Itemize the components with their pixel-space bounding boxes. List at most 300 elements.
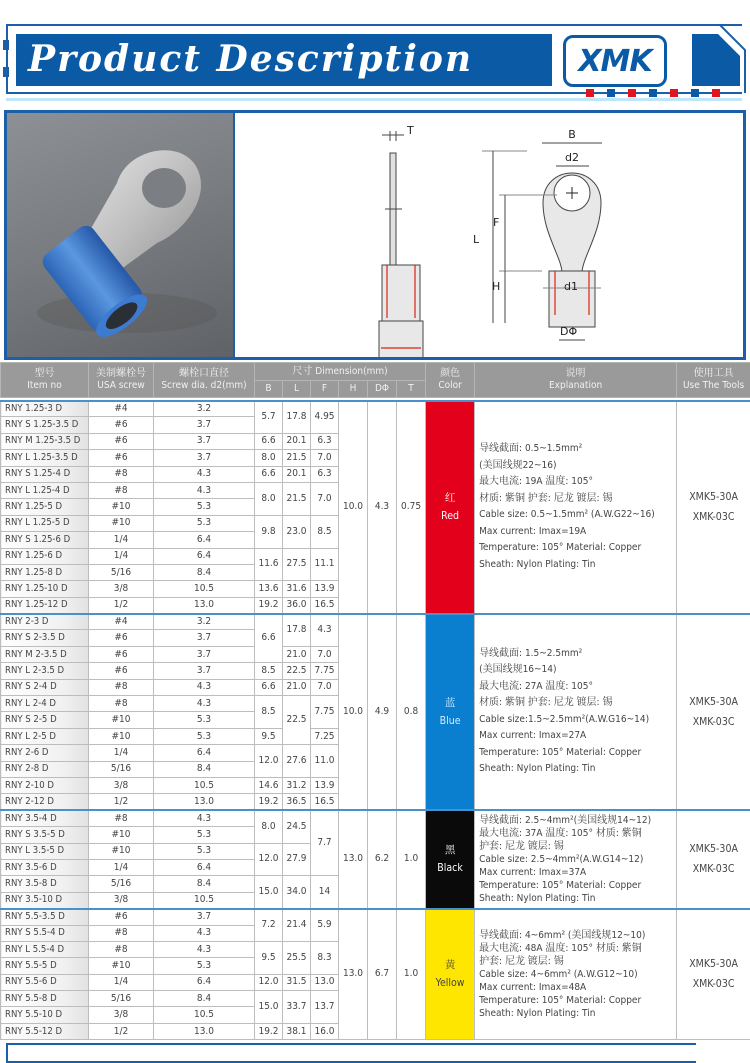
item-no: RNY 2-6 D: [1, 745, 89, 761]
item-no: RNY 2-12 D: [1, 794, 89, 810]
explanation-line: 护套: 尼龙 镀层: 锡: [479, 955, 676, 968]
item-no: RNY L 5.5-4 D: [1, 941, 89, 957]
item-no: RNY S 2-5 D: [1, 712, 89, 728]
usa-screw: 3/8: [89, 777, 154, 793]
dim-B: 8.5: [255, 696, 283, 729]
screw-dia: 3.7: [154, 909, 255, 925]
header-expl-cn: 说明: [475, 368, 676, 380]
header-d2-cn: 螺栓口直径: [154, 368, 254, 380]
item-no: RNY L 1.25-3.5 D: [1, 450, 89, 466]
usa-screw: #8: [89, 679, 154, 695]
item-no: RNY 5.5-6 D: [1, 974, 89, 990]
explanation-line: Temperature: 105° Material: Copper: [479, 879, 676, 892]
dim-B: 9.5: [255, 728, 283, 744]
usa-screw: 1/2: [89, 597, 154, 613]
item-no: RNY L 2-3.5 D: [1, 663, 89, 679]
screw-dia: 10.5: [154, 892, 255, 908]
dim-L: 24.5: [283, 810, 311, 843]
explanation-line: 导线截面: 0.5~1.5mm²: [479, 441, 676, 458]
dim-F: 16.5: [311, 597, 339, 613]
screw-dia: 4.3: [154, 925, 255, 941]
page-title: Product Description: [28, 38, 473, 80]
dim-F: 13.9: [311, 777, 339, 793]
color-name-cn: 黑: [426, 841, 474, 859]
explanation-line: 导线截面: 4~6mm² (美国线规12~10): [479, 929, 676, 942]
screw-dia: 3.7: [154, 417, 255, 433]
usa-screw: #10: [89, 728, 154, 744]
dim-B: 9.5: [255, 941, 283, 974]
usa-screw: #6: [89, 450, 154, 466]
logo-text: XMK: [578, 44, 651, 79]
usa-screw: #6: [89, 417, 154, 433]
dim-T: 0.8: [397, 614, 426, 811]
color-name-en: Yellow: [426, 974, 474, 992]
explanation-line: Temperature: 105° Material: Copper: [479, 745, 676, 762]
dim-F: 6.3: [311, 433, 339, 449]
item-no: RNY S 2-3.5 D: [1, 630, 89, 646]
header-d2-en: Screw dia. d2(mm): [154, 380, 254, 392]
dim-L: 20.1: [283, 466, 311, 482]
usa-screw: #10: [89, 515, 154, 531]
dim-D: 6.2: [368, 810, 397, 908]
screw-dia: 3.7: [154, 433, 255, 449]
explanation-line: 最大电流: 27A 温度: 105°: [479, 679, 676, 696]
tool-model: XMK-03C: [677, 974, 750, 994]
header-T: T: [397, 381, 426, 398]
tool-model: XMK-03C: [677, 507, 750, 527]
table-row: [1, 614, 750, 630]
dim-L: 17.8: [283, 401, 311, 434]
dim-F: 5.9: [311, 909, 339, 942]
dim-L: 17.8: [283, 614, 311, 647]
dim-F: 13.7: [311, 991, 339, 1024]
dim-L: 27.6: [283, 745, 311, 778]
item-no: RNY 2-3 D: [1, 614, 89, 630]
dim-F: 7.75: [311, 663, 339, 679]
screw-dia: 4.3: [154, 941, 255, 957]
header-d2: [154, 363, 255, 398]
screw-dia: 5.3: [154, 728, 255, 744]
screw-dia: 4.3: [154, 482, 255, 498]
dim-B: 14.6: [255, 777, 283, 793]
dim-L: 22.5: [283, 696, 311, 745]
explanation-line: Max current: Imax=37A: [479, 866, 676, 879]
usa-screw: 3/8: [89, 1007, 154, 1023]
dim-B: 12.0: [255, 974, 283, 990]
dim-L: 31.5: [283, 974, 311, 990]
usa-screw: 5/16: [89, 876, 154, 892]
color-swatch: [426, 401, 475, 614]
item-no: RNY L 3.5-5 D: [1, 843, 89, 859]
explanation-line: (美国线规16~14): [479, 662, 676, 679]
header-tools-en: Use The Tools: [677, 380, 750, 392]
dim-D: 4.3: [368, 401, 397, 614]
header-color: [426, 363, 475, 398]
item-no: RNY 2-8 D: [1, 761, 89, 777]
usa-screw: #10: [89, 499, 154, 515]
dim-L: 38.1: [283, 1023, 311, 1039]
screw-dia: 5.3: [154, 499, 255, 515]
dim-B: 6.6: [255, 466, 283, 482]
tool-model: XMK5-30A: [677, 954, 750, 974]
explanation: [475, 909, 677, 1040]
explanation-line: Cable size: 2.5~4mm²(A.W.G14~12): [479, 853, 676, 866]
screw-dia: 3.2: [154, 614, 255, 630]
dim-F: 13.0: [311, 974, 339, 990]
dim-L: 21.0: [283, 679, 311, 695]
usa-screw: #6: [89, 630, 154, 646]
usa-screw: 1/4: [89, 974, 154, 990]
screw-dia: 3.7: [154, 646, 255, 662]
usa-screw: 3/8: [89, 581, 154, 597]
dim-H: 10.0: [339, 401, 368, 614]
item-no: RNY S 1.25-4 D: [1, 466, 89, 482]
dim-B: 19.2: [255, 597, 283, 613]
dot: [691, 89, 699, 97]
dot: [607, 89, 615, 97]
screw-dia: 13.0: [154, 794, 255, 810]
header-screw-cn: 美制螺栓号: [89, 368, 153, 380]
dim-B: 7.2: [255, 909, 283, 942]
screw-dia: 3.2: [154, 401, 255, 417]
dim-F: 7.75: [311, 696, 339, 729]
explanation: [475, 614, 677, 811]
product-photo: [7, 113, 235, 357]
dim-D: 6.7: [368, 909, 397, 1040]
dim-F: 7.0: [311, 646, 339, 662]
item-no: RNY S 3.5-5 D: [1, 827, 89, 843]
dim-T: 1.0: [397, 810, 426, 908]
item-no: RNY L 2-4 D: [1, 696, 89, 712]
explanation-line: Sheath: Nylon Plating: Tin: [479, 761, 676, 778]
dim-L: 23.0: [283, 515, 311, 548]
color-name-cn: 红: [426, 489, 474, 507]
explanation-line: Cable size: 0.5~1.5mm² (A.W.G22~16): [479, 507, 676, 524]
label-F: F: [493, 216, 499, 229]
usa-screw: #6: [89, 646, 154, 662]
dot: [670, 89, 678, 97]
explanation-line: Cable size:1.5~2.5mm²(A.W.G16~14): [479, 712, 676, 729]
color-swatch: [426, 810, 475, 908]
dim-H: 10.0: [339, 614, 368, 811]
dim-B: 11.6: [255, 548, 283, 581]
screw-dia: 6.4: [154, 974, 255, 990]
header-banner: [0, 0, 750, 108]
dim-L: 31.6: [283, 581, 311, 597]
screw-dia: 5.3: [154, 827, 255, 843]
header-color-cn: 颜色: [426, 368, 474, 380]
item-no: RNY L 2-5 D: [1, 728, 89, 744]
usa-screw: #8: [89, 941, 154, 957]
dim-B: 8.0: [255, 482, 283, 515]
footer-frame: [6, 1043, 696, 1063]
explanation-line: Sheath: Nylon Plating: Tin: [479, 892, 676, 905]
usa-screw: 3/8: [89, 892, 154, 908]
screw-dia: 4.3: [154, 810, 255, 826]
item-no: RNY S 1.25-3.5 D: [1, 417, 89, 433]
label-d2: d2: [565, 151, 579, 164]
item-no: RNY S 1.25-6 D: [1, 532, 89, 548]
dim-L: 27.9: [283, 843, 311, 876]
explanation-line: Max current: Imax=48A: [479, 981, 676, 994]
screw-dia: 6.4: [154, 859, 255, 875]
usa-screw: #8: [89, 925, 154, 941]
usa-screw: #10: [89, 843, 154, 859]
banner-notch: [3, 67, 9, 77]
label-D: DΦ: [560, 325, 577, 338]
dim-B: 5.7: [255, 401, 283, 434]
dim-L: 36.0: [283, 597, 311, 613]
product-image-area: [4, 110, 746, 360]
screw-dia: 5.3: [154, 712, 255, 728]
screw-dia: 3.7: [154, 450, 255, 466]
table-row: [1, 810, 750, 826]
screw-dia: 8.4: [154, 761, 255, 777]
tool-model: XMK-03C: [677, 859, 750, 879]
tool-model: XMK5-30A: [677, 839, 750, 859]
item-no: RNY 5.5-5 D: [1, 958, 89, 974]
item-no: RNY 1.25-12 D: [1, 597, 89, 613]
screw-dia: 6.4: [154, 745, 255, 761]
dim-F: 6.3: [311, 466, 339, 482]
item-no: RNY S 5.5-4 D: [1, 925, 89, 941]
screw-dia: 3.7: [154, 663, 255, 679]
header-dimension: [255, 363, 426, 381]
header-dim-cn: 尺寸: [292, 366, 312, 377]
usa-screw: #8: [89, 482, 154, 498]
header-F: F: [311, 381, 339, 398]
item-no: RNY 1.25-8 D: [1, 564, 89, 580]
banner-underline: [6, 98, 742, 101]
usa-screw: 1/2: [89, 794, 154, 810]
dot: [712, 89, 720, 97]
explanation-line: 护套: 尼龙 镀层: 锡: [479, 840, 676, 853]
explanation-line: (美国线规22~16): [479, 458, 676, 475]
dim-B: 6.6: [255, 679, 283, 695]
dim-B: 13.6: [255, 581, 283, 597]
dim-F: 16.0: [311, 1023, 339, 1039]
screw-dia: 8.4: [154, 991, 255, 1007]
header-screw-en: USA screw: [89, 380, 153, 392]
screw-dia: 3.7: [154, 630, 255, 646]
screw-dia: 5.3: [154, 843, 255, 859]
label-d1: d1: [564, 280, 578, 293]
explanation: [475, 810, 677, 908]
dim-L: 34.0: [283, 876, 311, 909]
item-no: RNY 5.5-12 D: [1, 1023, 89, 1039]
dim-L: 22.5: [283, 663, 311, 679]
header-B: B: [255, 381, 283, 398]
table-row: [1, 909, 750, 925]
dim-T: 0.75: [397, 401, 426, 614]
item-no: RNY L 1.25-4 D: [1, 482, 89, 498]
color-name-en: Red: [426, 507, 474, 525]
screw-dia: 10.5: [154, 581, 255, 597]
dim-F: 4.3: [311, 614, 339, 647]
explanation-line: 导线截面: 2.5~4mm²(美国线规14~12): [479, 814, 676, 827]
dim-B: 6.6: [255, 614, 283, 663]
usa-screw: 1/4: [89, 548, 154, 564]
tools: [677, 401, 750, 614]
dim-H: 13.0: [339, 909, 368, 1040]
dim-L: 21.5: [283, 450, 311, 466]
color-swatch: [426, 909, 475, 1040]
dim-F: 11.0: [311, 745, 339, 778]
screw-dia: 8.4: [154, 564, 255, 580]
dim-F: 13.9: [311, 581, 339, 597]
screw-dia: 4.3: [154, 466, 255, 482]
item-no: RNY 2-10 D: [1, 777, 89, 793]
dim-L: 21.0: [283, 646, 311, 662]
usa-screw: #8: [89, 466, 154, 482]
explanation-line: 材质: 紫铜 护套: 尼龙 镀层: 锡: [479, 491, 676, 508]
table-row: [1, 401, 750, 417]
screw-dia: 8.4: [154, 876, 255, 892]
banner-notch: [3, 40, 9, 50]
item-no: RNY 3.5-6 D: [1, 859, 89, 875]
dim-B: 12.0: [255, 843, 283, 876]
header-item-cn: 型号: [1, 368, 88, 380]
header-item: [1, 363, 89, 398]
dim-L: 36.5: [283, 794, 311, 810]
item-no: RNY 5.5-3.5 D: [1, 909, 89, 925]
screw-dia: 5.3: [154, 515, 255, 531]
screw-dia: 10.5: [154, 1007, 255, 1023]
dim-L: 25.5: [283, 941, 311, 974]
item-no: RNY M 2-3.5 D: [1, 646, 89, 662]
dim-F: 7.0: [311, 450, 339, 466]
item-no: RNY 3.5-4 D: [1, 810, 89, 826]
label-T: T: [406, 124, 414, 137]
tools: [677, 614, 750, 811]
color-name-cn: 黄: [426, 956, 474, 974]
usa-screw: #8: [89, 810, 154, 826]
dim-F: 7.7: [311, 810, 339, 876]
dim-B: 8.5: [255, 663, 283, 679]
item-no: RNY L 1.25-5 D: [1, 515, 89, 531]
header-expl-en: Explanation: [475, 380, 676, 392]
tool-model: XMK5-30A: [677, 487, 750, 507]
color-swatch: [426, 614, 475, 811]
dim-B: 15.0: [255, 876, 283, 909]
dim-D: 4.9: [368, 614, 397, 811]
header-color-en: Color: [426, 380, 474, 392]
usa-screw: 5/16: [89, 564, 154, 580]
label-B: B: [568, 128, 576, 141]
dim-B: 9.8: [255, 515, 283, 548]
header-item-en: Item no: [1, 380, 88, 392]
usa-screw: #4: [89, 614, 154, 630]
usa-screw: #10: [89, 712, 154, 728]
dim-H: 13.0: [339, 810, 368, 908]
explanation-line: 最大电流: 48A 温度: 105° 材质: 紫铜: [479, 942, 676, 955]
dim-F: 8.5: [311, 515, 339, 548]
dot: [628, 89, 636, 97]
banner-corner-decoration: [690, 24, 746, 94]
header-L: L: [283, 381, 311, 398]
item-no: RNY S 2-4 D: [1, 679, 89, 695]
explanation: [475, 401, 677, 614]
dim-L: 27.5: [283, 548, 311, 581]
screw-dia: 5.3: [154, 958, 255, 974]
dim-T: 1.0: [397, 909, 426, 1040]
item-no: RNY 3.5-10 D: [1, 892, 89, 908]
explanation-line: Temperature: 105° Material: Copper: [479, 994, 676, 1007]
usa-screw: #4: [89, 401, 154, 417]
header-H: H: [339, 381, 368, 398]
item-no: RNY 5.5-8 D: [1, 991, 89, 1007]
usa-screw: #10: [89, 958, 154, 974]
dim-B: 19.2: [255, 794, 283, 810]
usa-screw: 1/4: [89, 859, 154, 875]
dim-B: 8.0: [255, 810, 283, 843]
dim-B: 12.0: [255, 745, 283, 778]
explanation-line: Max current: Imax=19A: [479, 524, 676, 541]
dim-L: 21.5: [283, 482, 311, 515]
color-name-cn: 蓝: [426, 694, 474, 712]
screw-dia: 4.3: [154, 679, 255, 695]
explanation-line: 最大电流: 37A 温度: 105° 材质: 紫铜: [479, 827, 676, 840]
explanation-line: 导线截面: 1.5~2.5mm²: [479, 646, 676, 663]
usa-screw: #8: [89, 696, 154, 712]
header-dim-en: Dimension(mm): [315, 366, 387, 377]
usa-screw: #6: [89, 433, 154, 449]
screw-dia: 13.0: [154, 597, 255, 613]
explanation-line: 材质: 紫铜 护套: 尼龙 镀层: 锡: [479, 695, 676, 712]
item-no: RNY 1.25-5 D: [1, 499, 89, 515]
usa-screw: 1/4: [89, 532, 154, 548]
color-name-en: Blue: [426, 712, 474, 730]
dim-F: 16.5: [311, 794, 339, 810]
item-no: RNY 1.25-10 D: [1, 581, 89, 597]
dim-F: 7.0: [311, 679, 339, 695]
header-screw: [89, 363, 154, 398]
tool-model: XMK5-30A: [677, 692, 750, 712]
dim-F: 4.95: [311, 401, 339, 434]
dim-L: 31.2: [283, 777, 311, 793]
dim-B: 19.2: [255, 1023, 283, 1039]
tools: [677, 810, 750, 908]
usa-screw: #6: [89, 663, 154, 679]
screw-dia: 10.5: [154, 777, 255, 793]
dim-F: 14: [311, 876, 339, 909]
usa-screw: 1/4: [89, 745, 154, 761]
ring-terminal-photo-icon: [7, 113, 235, 357]
item-no: RNY M 1.25-3.5 D: [1, 433, 89, 449]
dim-F: 8.3: [311, 941, 339, 974]
explanation-line: Sheath: Nylon Plating: Tin: [479, 557, 676, 574]
tools: [677, 909, 750, 1040]
label-H: H: [492, 280, 500, 293]
header-tools: [677, 363, 750, 398]
dim-F: 11.1: [311, 548, 339, 581]
label-L: L: [473, 233, 480, 246]
dot: [649, 89, 657, 97]
header-D: DΦ: [368, 381, 397, 398]
explanation-line: Sheath: Nylon Plating: Tin: [479, 1007, 676, 1020]
usa-screw: 5/16: [89, 991, 154, 1007]
dim-B: 8.0: [255, 450, 283, 466]
color-name-en: Black: [426, 859, 474, 877]
tool-model: XMK-03C: [677, 712, 750, 732]
dim-B: 6.6: [255, 433, 283, 449]
header-explanation: [475, 363, 677, 398]
screw-dia: 6.4: [154, 532, 255, 548]
screw-dia: 4.3: [154, 696, 255, 712]
dimension-diagram: [237, 113, 743, 357]
dim-B: 15.0: [255, 991, 283, 1024]
item-no: RNY 3.5-8 D: [1, 876, 89, 892]
